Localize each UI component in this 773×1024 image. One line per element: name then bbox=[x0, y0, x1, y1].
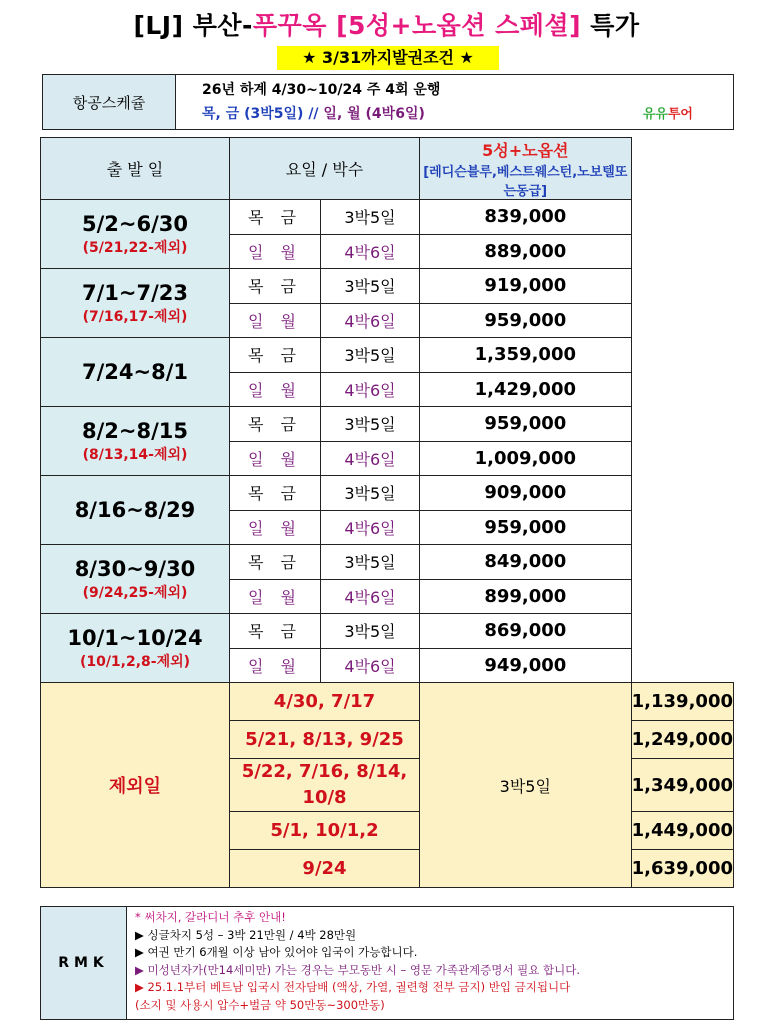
tour-company-logo: 유유투어 bbox=[642, 107, 693, 122]
departure-days: 목 금 bbox=[230, 338, 321, 373]
departure-days: 일 월 bbox=[230, 648, 321, 683]
departure-days: 목 금 bbox=[230, 269, 321, 304]
period-date-cell bbox=[41, 338, 230, 407]
price-cell: 919,000 bbox=[420, 269, 632, 304]
table-row bbox=[41, 614, 734, 649]
table-row bbox=[41, 200, 734, 235]
trip-nights: 4박6일 bbox=[320, 234, 419, 269]
excluded-price-cell: 1,249,000 bbox=[631, 721, 733, 759]
period-range: 8/2~8/15 bbox=[82, 419, 188, 443]
period-range: 8/30~9/30 bbox=[74, 557, 196, 581]
period-date-cell bbox=[41, 476, 230, 545]
excluded-date-cell: 5/22, 7/16, 8/14, 10/8 bbox=[230, 759, 420, 812]
price-cell: 899,000 bbox=[420, 579, 632, 614]
period-range: 10/1~10/24 bbox=[67, 626, 203, 650]
remarks-box bbox=[40, 906, 734, 1020]
price-cell: 959,000 bbox=[420, 510, 632, 545]
price-cell: 889,000 bbox=[420, 234, 632, 269]
excluded-dates-label: 제외일 bbox=[41, 683, 230, 888]
excluded-date-cell: 9/24 bbox=[230, 850, 420, 888]
title-prefix: [LJ] 부산- bbox=[133, 11, 253, 40]
trip-nights: 3박5일 bbox=[320, 476, 419, 511]
remark-line: (소지 및 사용시 압수+벌금 약 50만동~300만동) bbox=[135, 997, 385, 1012]
flight-schedule-box bbox=[42, 74, 734, 130]
departure-days: 일 월 bbox=[230, 303, 321, 338]
title-highlight: 푸꾸옥 [5성+노옵션 스페셜] bbox=[252, 11, 582, 40]
trip-nights: 4박6일 bbox=[320, 510, 419, 545]
table-row bbox=[41, 476, 734, 511]
departure-days: 일 월 bbox=[230, 579, 321, 614]
remarks-label: RMK bbox=[41, 907, 127, 1020]
trip-nights: 3박5일 bbox=[320, 407, 419, 442]
price-cell: 839,000 bbox=[420, 200, 632, 235]
period-range: 7/1~7/23 bbox=[82, 281, 188, 305]
excluded-price-cell: 1,449,000 bbox=[631, 812, 733, 850]
remark-line: * 써차지, 갈라디너 추후 안내! bbox=[135, 910, 286, 924]
trip-nights: 4박6일 bbox=[320, 579, 419, 614]
excluded-date-cell: 5/1, 10/1,2 bbox=[230, 812, 420, 850]
remarks-notes bbox=[127, 907, 734, 1020]
price-cell: 959,000 bbox=[420, 303, 632, 338]
period-date-cell bbox=[41, 269, 230, 338]
trip-nights: 3박5일 bbox=[320, 338, 419, 373]
flight-schedule-label: 항공스케쥴 bbox=[43, 75, 176, 130]
price-cell: 909,000 bbox=[420, 476, 632, 511]
period-date-cell bbox=[41, 407, 230, 476]
trip-nights: 3박5일 bbox=[320, 269, 419, 304]
excluded-nights: 3박5일 bbox=[420, 683, 632, 888]
price-table-header bbox=[41, 138, 734, 200]
departure-days: 일 월 bbox=[230, 372, 321, 407]
trip-nights: 4박6일 bbox=[320, 648, 419, 683]
departure-days: 일 월 bbox=[230, 510, 321, 545]
excluded-date-cell: 4/30, 7/17 bbox=[230, 683, 420, 721]
period-exclusion: (7/16,17-제외) bbox=[82, 309, 188, 325]
trip-nights: 3박5일 bbox=[320, 614, 419, 649]
header-hotel-list: [레디슨블루,베스트웨스턴,노보텔또는동급] bbox=[423, 165, 628, 199]
price-cell: 1,009,000 bbox=[420, 441, 632, 476]
remark-line: ▶ 25.1.1부터 베트남 입국시 전자담배 (액상, 가열, 궐련형 전부 금지) 반입 금지됩니다 bbox=[135, 980, 571, 994]
excluded-price-cell: 1,139,000 bbox=[631, 683, 733, 721]
price-cell: 949,000 bbox=[420, 648, 632, 683]
table-row bbox=[41, 407, 734, 442]
excluded-row bbox=[41, 683, 734, 721]
price-table bbox=[40, 137, 734, 888]
header-days-nights: 요일 / 박수 bbox=[230, 138, 420, 200]
period-range: 7/24~8/1 bbox=[82, 360, 188, 384]
departure-days: 목 금 bbox=[230, 614, 321, 649]
price-cell: 849,000 bbox=[420, 545, 632, 580]
table-row bbox=[41, 545, 734, 580]
page-title bbox=[0, 6, 773, 42]
remark-line: ▶ 여권 만기 6개월 이상 남아 있어야 입국이 가능합니다. bbox=[135, 945, 418, 959]
period-range: 8/16~8/29 bbox=[74, 498, 196, 522]
trip-nights: 3박5일 bbox=[320, 545, 419, 580]
remark-line: ▶ 미성년자가(만14세미만) 가는 경우는 부모동반 시 – 영문 가족관계증명서 필요 합니다. bbox=[135, 962, 581, 977]
trip-nights: 4박6일 bbox=[320, 441, 419, 476]
period-exclusion: (5/21,22-제외) bbox=[82, 240, 188, 256]
trip-nights: 4박6일 bbox=[320, 303, 419, 338]
period-exclusion: (9/24,25-제외) bbox=[82, 585, 188, 601]
period-date-cell bbox=[41, 614, 230, 683]
period-range: 5/2~6/30 bbox=[82, 212, 188, 236]
ticketing-deadline-banner: ★ 3/31까지발권조건 ★ bbox=[277, 46, 499, 70]
header-product bbox=[420, 138, 632, 200]
departure-days: 목 금 bbox=[230, 200, 321, 235]
table-row bbox=[41, 269, 734, 304]
header-departure-date: 출 발 일 bbox=[41, 138, 230, 200]
departure-days: 목 금 bbox=[230, 545, 321, 580]
flight-schedule-info bbox=[176, 75, 734, 130]
period-exclusion: (8/13,14-제외) bbox=[82, 447, 188, 463]
departure-days: 목 금 bbox=[230, 476, 321, 511]
trip-nights: 3박5일 bbox=[320, 200, 419, 235]
price-cell: 1,359,000 bbox=[420, 338, 632, 373]
excluded-price-cell: 1,639,000 bbox=[631, 850, 733, 888]
excluded-date-cell: 5/21, 8/13, 9/25 bbox=[230, 721, 420, 759]
price-cell: 869,000 bbox=[420, 614, 632, 649]
period-date-cell bbox=[41, 545, 230, 614]
departure-days: 일 월 bbox=[230, 441, 321, 476]
schedule-line-1: 26년 하계 4/30~10/24 주 4회 운행 bbox=[202, 82, 441, 98]
title-suffix: 특가 bbox=[581, 11, 640, 40]
period-exclusion: (10/1,2,8-제외) bbox=[79, 654, 191, 670]
trip-nights: 4박6일 bbox=[320, 372, 419, 407]
remark-line: ▶ 싱글차지 5성 – 3박 21만원 / 4박 28만원 bbox=[135, 927, 357, 942]
excluded-price-cell: 1,349,000 bbox=[631, 759, 733, 812]
schedule-sun-mon: 일, 월 (4박6일) bbox=[323, 106, 425, 122]
header-product-name: 5성+노옵션 bbox=[482, 141, 569, 160]
price-cell: 1,429,000 bbox=[420, 372, 632, 407]
period-date-cell bbox=[41, 200, 230, 269]
departure-days: 목 금 bbox=[230, 407, 321, 442]
table-row bbox=[41, 338, 734, 373]
schedule-thu-fri: 목, 금 (3박5일) // bbox=[202, 106, 319, 122]
price-cell: 959,000 bbox=[420, 407, 632, 442]
departure-days: 일 월 bbox=[230, 234, 321, 269]
